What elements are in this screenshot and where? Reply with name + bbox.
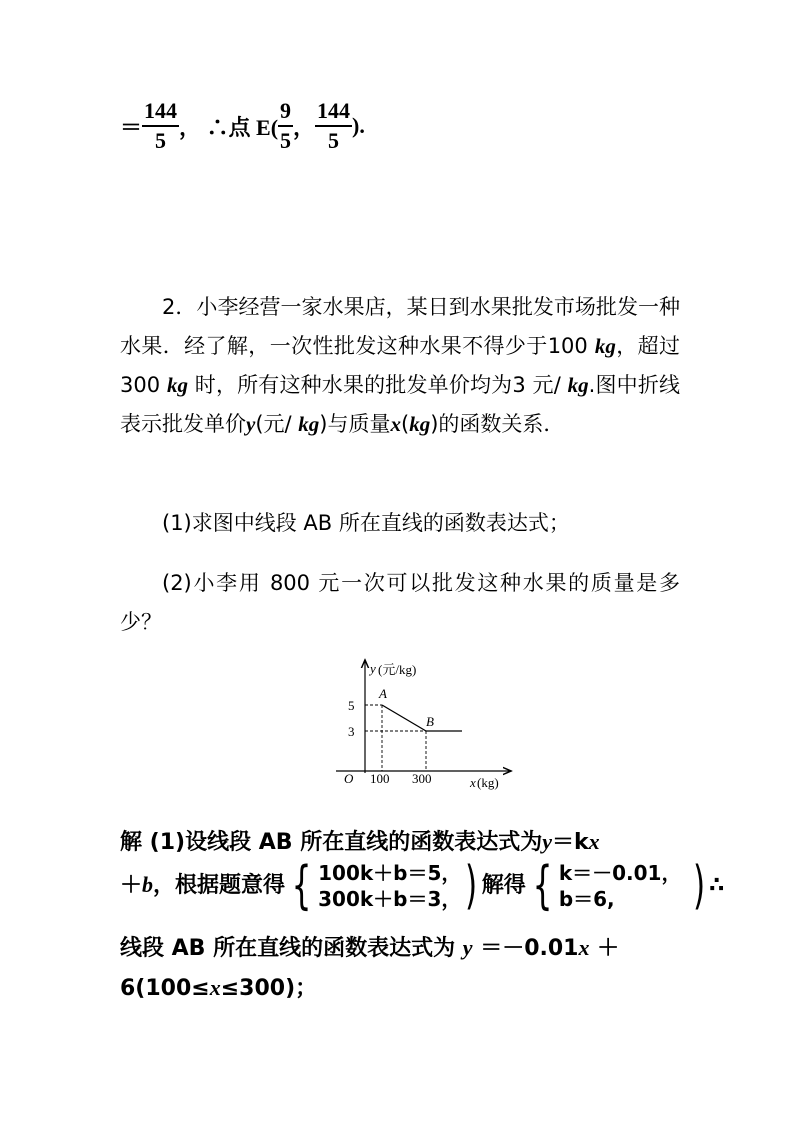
solution-text: 解 (1)设线段 AB 所在直线的函数表达式为 — [120, 830, 543, 855]
variable-y: y — [542, 829, 552, 854]
fraction-144-over-5 — [142, 100, 179, 152]
fraction-144-over-5-second — [315, 100, 352, 152]
fraction-numerator: 144 — [315, 100, 352, 127]
equation-line: b＝6, — [558, 887, 615, 911]
left-brace: { — [291, 856, 312, 916]
fraction-numerator: 9 — [278, 100, 293, 127]
solution-text: ＝－0.01 — [472, 936, 579, 961]
variable-b: b — [142, 872, 154, 897]
problem-statement — [120, 288, 680, 444]
question-2: (2)小李用 800 元一次可以批发这种水果的质量是多少？ — [120, 571, 680, 634]
y-tick-label-5: 5 — [348, 698, 355, 713]
problem-text: )的函数关系． — [430, 412, 565, 436]
price-quantity-graph — [328, 655, 518, 795]
fraction-denominator: 5 — [328, 128, 340, 153]
segment-ab — [382, 705, 426, 731]
x-tick-label-100: 100 — [370, 771, 390, 786]
problem-text: ( — [400, 412, 410, 436]
closing-paren: ). — [352, 113, 365, 138]
problem-text: 2．小李经营一家水果店，某日到水果批发市场批发一种水果．经了解，一次性批发这种水果不得少于100 — [120, 295, 680, 358]
solution-line-2 — [120, 856, 725, 916]
point-a-label: A — [379, 686, 387, 701]
unit-kg: kg — [594, 334, 616, 358]
equals-sign: ＝ — [120, 114, 143, 140]
y-axis-unit: (元/kg) — [378, 662, 417, 677]
therefore-symbol: ∴ — [709, 873, 725, 898]
plus-sign: ＋ — [120, 873, 143, 898]
fraction-numerator: 144 — [142, 100, 179, 127]
y-tick-label-3: 3 — [348, 724, 355, 739]
variable-x: x — [390, 412, 401, 436]
equation-system-1 — [318, 860, 461, 912]
variable-y: y — [246, 412, 256, 436]
problem-text: )与质量 — [319, 412, 391, 436]
comma: ， — [293, 114, 316, 140]
solution-line-1 — [120, 822, 680, 863]
solution-text: 解得 — [481, 873, 526, 898]
problem-text: 时，所有这种水果的批发单价均为3 元/ — [187, 373, 568, 397]
x-axis-unit: (kg) — [477, 775, 499, 790]
y-axis-label: y — [370, 661, 376, 676]
unit-kg: kg — [166, 373, 188, 397]
solution-text: ，根据题意得 — [153, 873, 286, 898]
equation-line: 100k＋b＝5， — [318, 861, 462, 885]
fraction-9-over-5 — [278, 100, 293, 152]
equation-line: 300k＋b＝3， — [318, 887, 462, 911]
question-1: (1)求图中线段 AB 所在直线的函数表达式； — [162, 511, 570, 535]
variable-x: x — [209, 975, 221, 1000]
problem-text: .图中折线表示批发单价 — [120, 373, 680, 436]
x-tick-label-300: 300 — [412, 771, 432, 786]
solution-line-4 — [120, 968, 680, 1009]
unit-kg: kg — [567, 373, 589, 397]
solution-text: 6(100≤ — [120, 976, 210, 1001]
unit-kg: kg — [298, 412, 320, 436]
variable-x: x — [578, 935, 590, 960]
left-brace: { — [532, 856, 553, 916]
formula-line-point-e — [120, 100, 365, 152]
x-axis-label: x — [470, 775, 476, 790]
origin-label: O — [344, 771, 354, 786]
fraction-denominator: 5 — [155, 128, 167, 153]
right-paren: ) — [692, 856, 706, 916]
therefore-point-e-text: ， ∴点 E( — [179, 114, 279, 140]
right-paren: ) — [465, 856, 478, 916]
problem-text: (元/ — [255, 412, 299, 436]
variable-x: x — [588, 829, 600, 854]
problem-text: ，超过 300 — [120, 334, 680, 397]
solution-text: ＋ — [589, 936, 620, 961]
solution-text: ＝k — [551, 830, 589, 855]
solution-line-3 — [120, 928, 680, 969]
variable-y: y — [462, 935, 473, 960]
equation-line: k＝－0.01， — [558, 861, 682, 885]
fraction-denominator: 5 — [280, 128, 292, 153]
unit-kg: kg — [409, 412, 431, 436]
point-b-label: B — [426, 714, 434, 729]
equation-system-2 — [559, 860, 689, 912]
solution-text: 线段 AB 所在直线的函数表达式为 — [120, 936, 463, 961]
solution-text: ≤300)； — [220, 976, 318, 1001]
